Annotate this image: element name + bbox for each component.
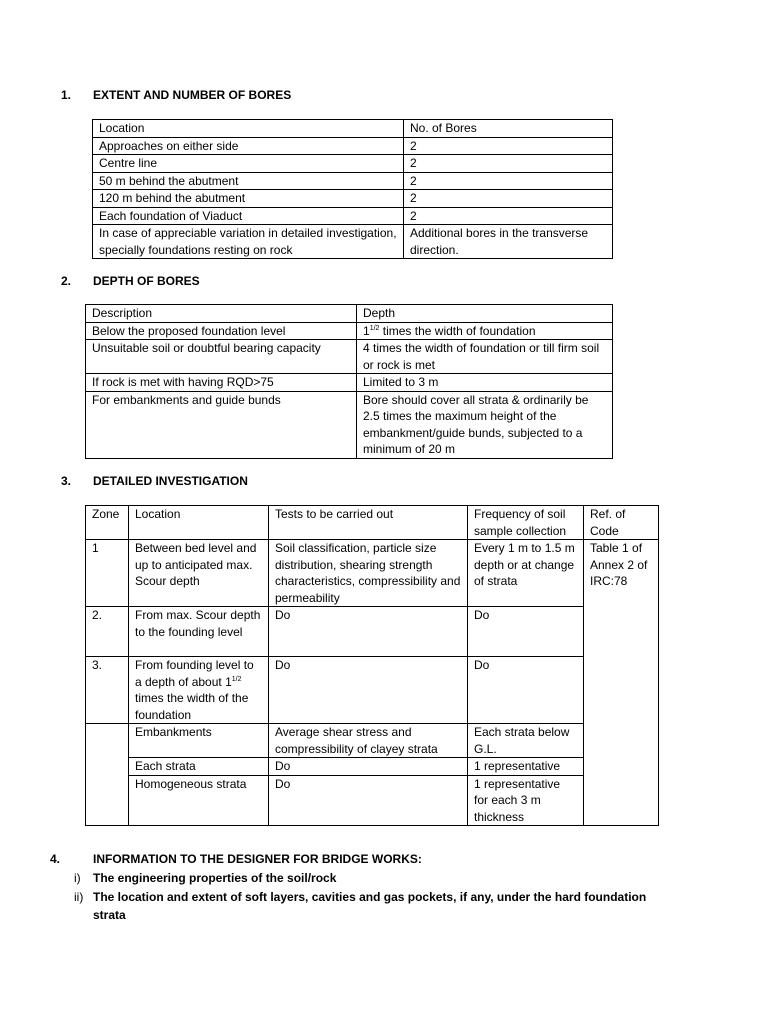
table-header-row (86, 305, 613, 323)
table-cell: 2 (404, 190, 613, 208)
table-header-cell: Frequency of soil sample collection (468, 506, 584, 540)
table-header-cell: No. of Bores (404, 120, 613, 138)
bores-depth-table (85, 304, 613, 459)
zone-cell: 2. (86, 607, 129, 657)
table-row (86, 374, 613, 392)
location-cell: Embankments (129, 724, 269, 758)
list-item-text: The engineering properties of the soil/rock (93, 871, 337, 885)
zone-cell (86, 724, 129, 826)
table-cell: For embankments and guide bunds (86, 391, 357, 458)
fraction-rest: times the width of foundation (379, 323, 536, 338)
location-text: times the width of the foundation (135, 691, 249, 722)
table-cell: Bore should cover all strata & ordinarily be 2.5 times the maximum height of the embankment/guide bunds, subjected to a minimum of 20 m (357, 391, 613, 458)
list-item-text-content: The location and extent of soft layers, cavities and gas pockets, if any, under the hard foundation strata (93, 890, 647, 922)
table-row (86, 724, 659, 758)
table-row (93, 225, 613, 259)
table-cell: 2 (404, 155, 613, 173)
table-cell (357, 322, 613, 340)
table-cell: Below the proposed foundation level (86, 322, 357, 340)
table-cell: 2 (404, 172, 613, 190)
table-header-cell: Description (86, 305, 357, 323)
bores-extent-table (92, 119, 613, 259)
table-cell: 2 (404, 207, 613, 225)
frequency-cell: 1 representative (468, 758, 584, 776)
table-row (86, 540, 659, 607)
table-header-cell: Location (129, 506, 269, 540)
fraction-whole: 1 (225, 674, 232, 689)
table-row (86, 775, 659, 826)
location-cell: From max. Scour depth to the founding level (129, 607, 269, 657)
tests-cell: Do (269, 758, 468, 776)
table-row (93, 172, 613, 190)
tests-cell: Soil classification, particle size distribution, shearing strength characteristics, compressibility and permeability (269, 540, 468, 607)
location-cell (129, 657, 269, 724)
table-cell: 2 (404, 137, 613, 155)
location-cell: Between bed level and up to anticipated max. Scour depth (129, 540, 269, 607)
location-cell: Homogeneous strata (129, 775, 269, 826)
tests-cell: Do (269, 607, 468, 657)
table-header-cell: Depth (357, 305, 613, 323)
frequency-cell: Each strata below G.L. (468, 724, 584, 758)
table-row (93, 155, 613, 173)
section-number: 2. (61, 274, 72, 288)
location-text: From founding level to a depth of about (135, 658, 254, 689)
table-header-cell: Location (93, 120, 404, 138)
frequency-cell: Do (468, 657, 584, 724)
table-row (93, 207, 613, 225)
fraction-whole: 1 (363, 323, 370, 338)
section-title: EXTENT AND NUMBER OF BORES (93, 88, 292, 102)
table-row (93, 190, 613, 208)
section-title: DEPTH OF BORES (93, 274, 200, 288)
table-row (93, 137, 613, 155)
section-number: 4. (50, 852, 61, 866)
section-title: DETAILED INVESTIGATION (93, 474, 248, 488)
list-item-text (93, 888, 653, 924)
frequency-cell: Do (468, 607, 584, 657)
list-marker: i) (74, 871, 81, 885)
tests-cell: Average shear stress and compressibility of clayey strata (269, 724, 468, 758)
table-row (86, 391, 613, 458)
detailed-investigation-table (85, 505, 659, 826)
table-row (86, 758, 659, 776)
code-reference-cell: Table 1 of Annex 2 of IRC:78 (584, 540, 659, 826)
table-cell: 4 times the width of foundation or till firm soil or rock is met (357, 340, 613, 374)
table-header-cell: Tests to be carried out (269, 506, 468, 540)
fraction-superscript: 1/2 (369, 324, 380, 332)
zone-cell: 3. (86, 657, 129, 724)
section-title: INFORMATION TO THE DESIGNER FOR BRIDGE WORKS: (93, 852, 422, 866)
table-cell: 120 m behind the abutment (93, 190, 404, 208)
table-cell: Approaches on either side (93, 137, 404, 155)
list-marker: ii) (74, 890, 84, 904)
table-row (86, 322, 613, 340)
table-header-cell: Ref. of Code (584, 506, 659, 540)
table-cell: In case of appreciable variation in detailed investigation, specially foundations resting on rock (93, 225, 404, 259)
tests-cell: Do (269, 657, 468, 724)
zone-cell: 1 (86, 540, 129, 607)
section-number: 1. (61, 88, 72, 102)
table-cell: Additional bores in the transverse direction. (404, 225, 613, 259)
table-header-cell: Zone (86, 506, 129, 540)
table-header-row (93, 120, 613, 138)
table-cell: 50 m behind the abutment (93, 172, 404, 190)
table-cell: If rock is met with having RQD>75 (86, 374, 357, 392)
table-row (86, 607, 659, 657)
table-row (86, 657, 659, 724)
table-cell: Centre line (93, 155, 404, 173)
location-cell: Each strata (129, 758, 269, 776)
table-cell: Each foundation of Viaduct (93, 207, 404, 225)
table-cell: Unsuitable soil or doubtful bearing capacity (86, 340, 357, 374)
frequency-cell: 1 representative for each 3 m thickness (468, 775, 584, 826)
frequency-cell: Every 1 m to 1.5 m depth or at change of strata (468, 540, 584, 607)
table-row (86, 340, 613, 374)
section-number: 3. (61, 474, 72, 488)
table-cell: Limited to 3 m (357, 374, 613, 392)
fraction-superscript: 1/2 (231, 675, 242, 683)
table-header-row (86, 506, 659, 540)
tests-cell: Do (269, 775, 468, 826)
